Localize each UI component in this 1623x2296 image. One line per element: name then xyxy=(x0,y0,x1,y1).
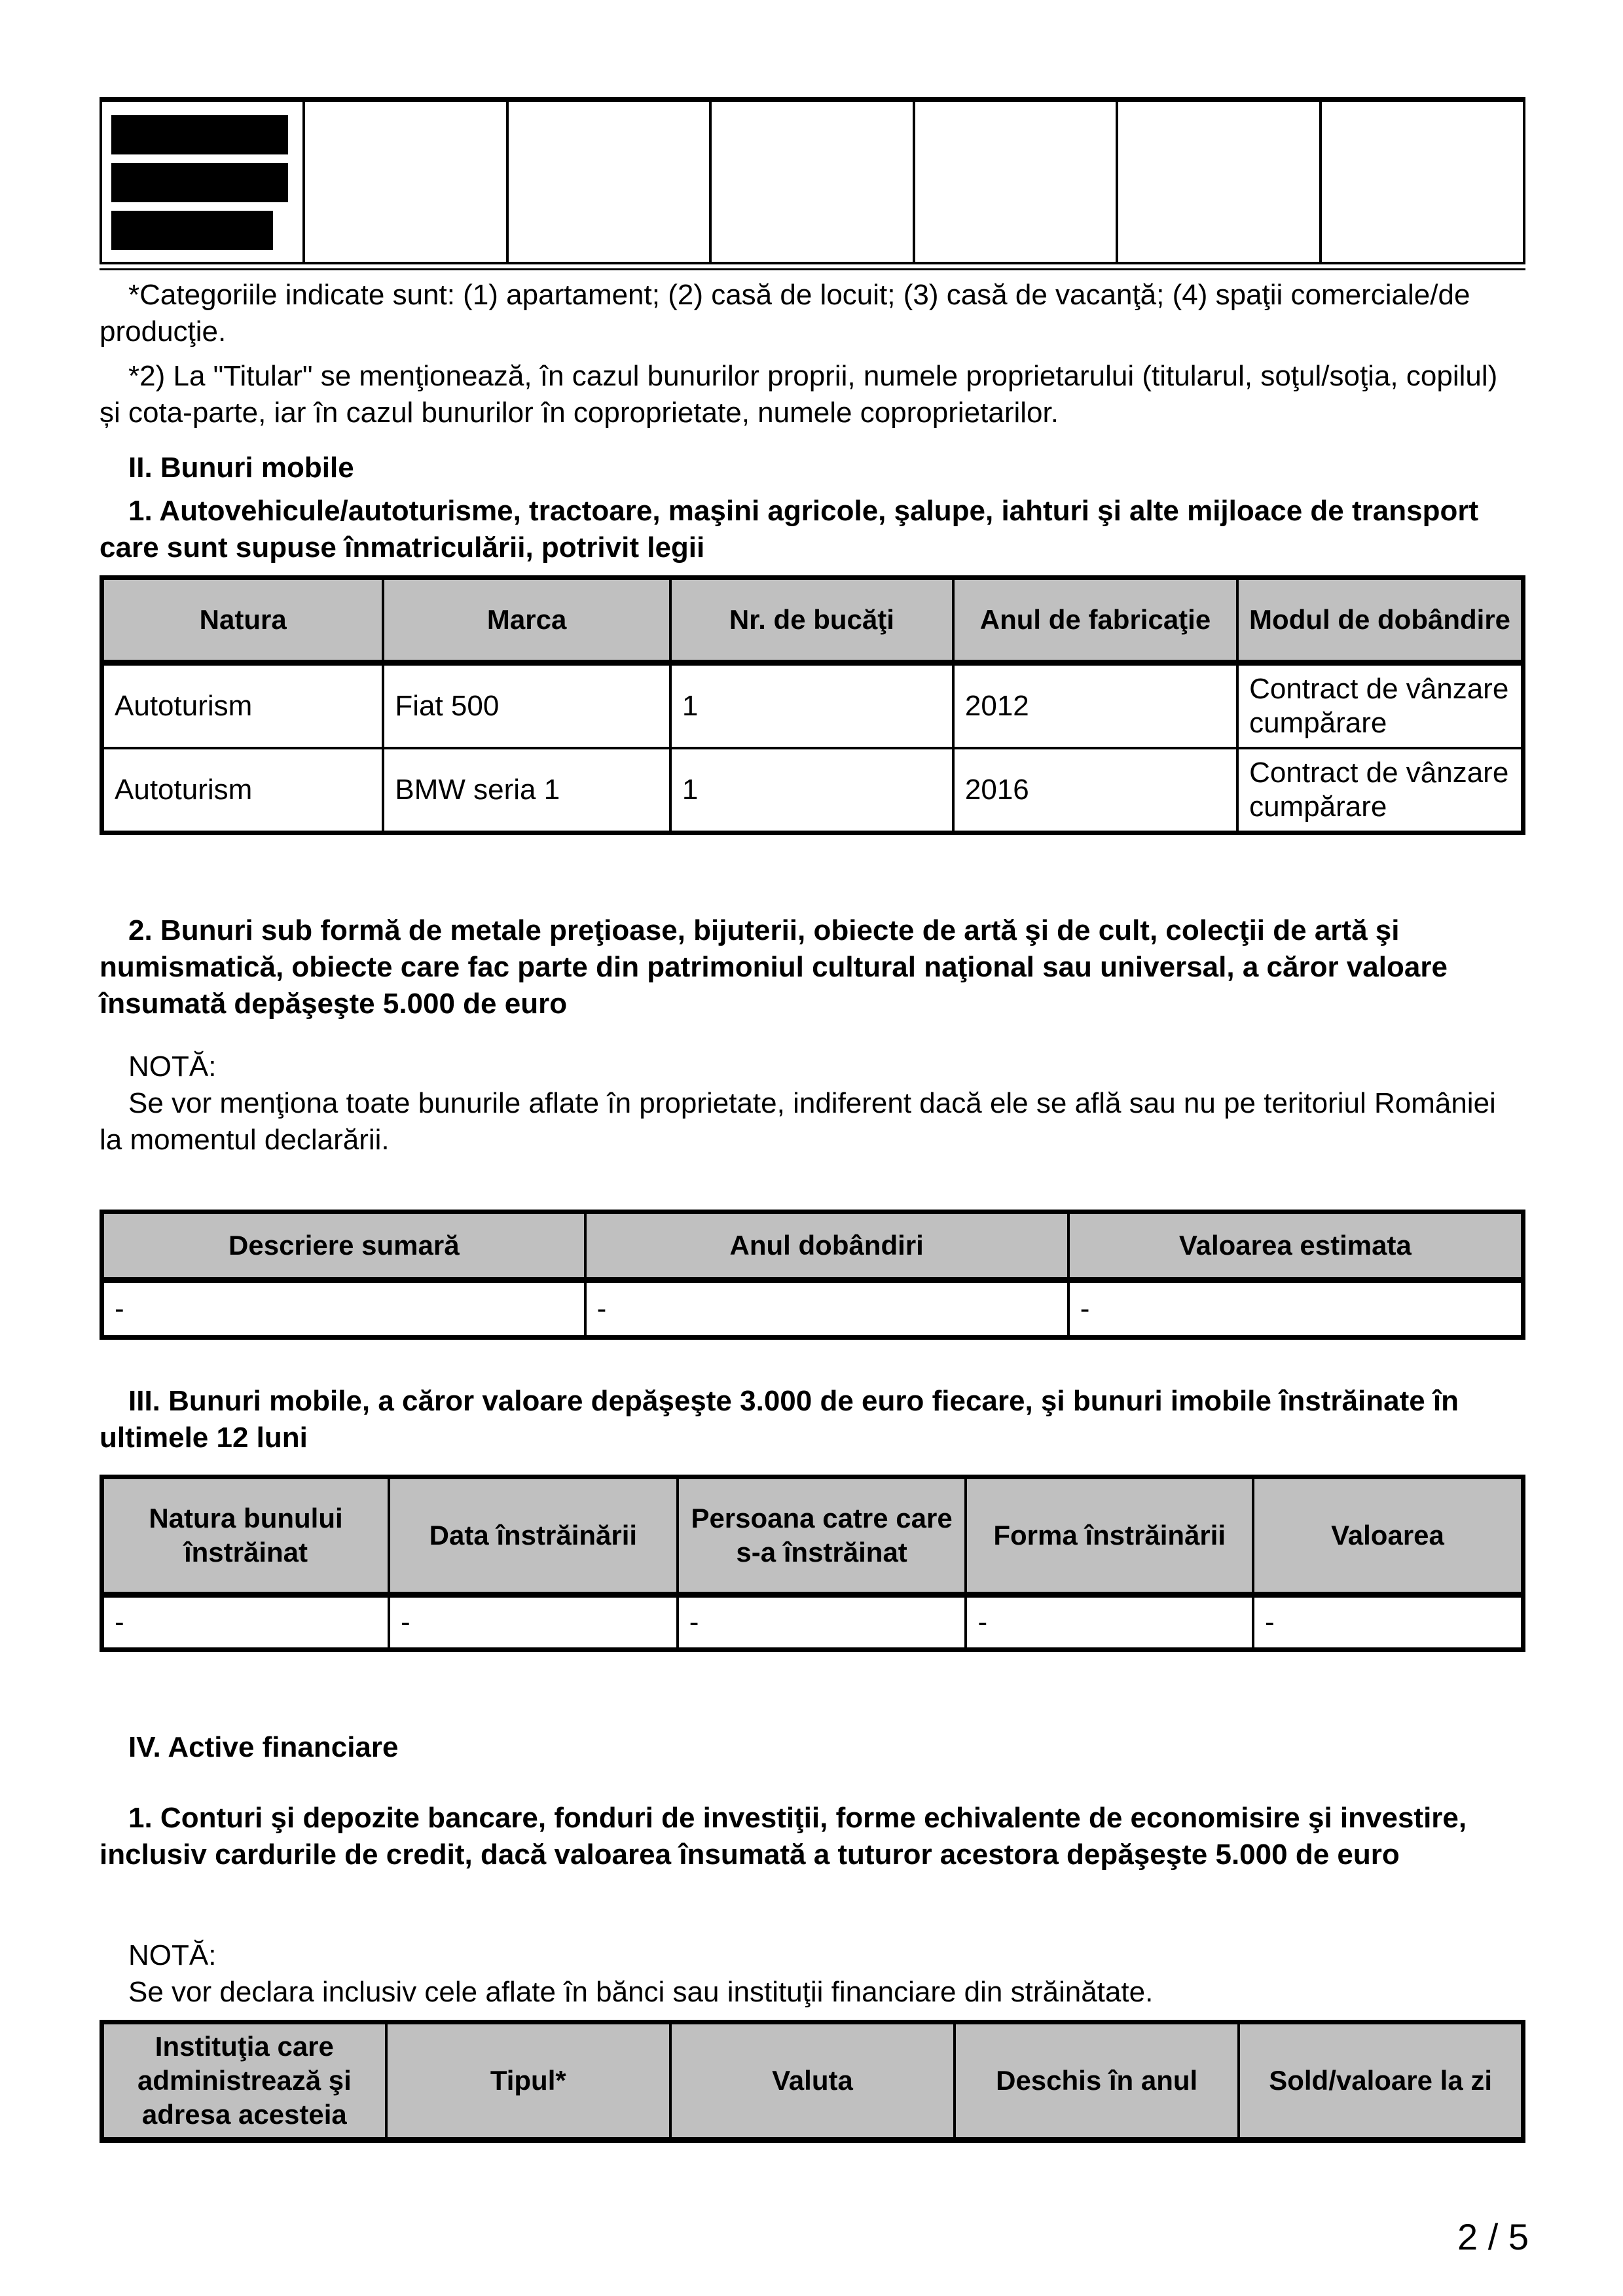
nota-text: Se vor menţiona toate bunurile aflate în proprietate, indiferent dacă ele se află sau nu pe teritoriul României la momentul declarării. xyxy=(100,1087,1496,1156)
table-header-row xyxy=(102,1477,1523,1595)
table-row xyxy=(102,1280,1523,1338)
redaction-bar xyxy=(111,115,288,154)
redaction-bar xyxy=(111,163,288,202)
section-iv-title: IV. Active financiare xyxy=(128,1731,399,1763)
table-row xyxy=(101,99,1524,263)
cell-marca: BMW seria 1 xyxy=(383,748,670,833)
section-iv-item1-title: 1. Conturi şi depozite bancare, fonduri de investiţii, forme echivalente de economisire şi investire, inclusiv cardurile de credit, dacă valoarea însumată a tuturor acestora depăşeşte 5.000 de euro xyxy=(100,1802,1467,1871)
column-header-natura: Natura xyxy=(102,578,384,663)
footnote-categories: *Categoriile indicate sunt: (1) apartament; (2) casă de locuit; (3) casă de vacanţă; (4) spaţii comerciale/de producţie. xyxy=(100,279,1470,348)
empty-cell xyxy=(1321,99,1524,263)
column-header-sold: Sold/valoare la zi xyxy=(1239,2022,1523,2140)
column-header-anul-dobandiri: Anul dobândiri xyxy=(585,1212,1068,1280)
cell-marca: Fiat 500 xyxy=(383,663,670,749)
table-header-row xyxy=(102,1212,1523,1280)
cell-nr-bucati: 1 xyxy=(670,748,953,833)
column-header-mod-dobandire: Modul de dobândire xyxy=(1237,578,1523,663)
cell-natura: Autoturism xyxy=(102,663,384,749)
cell-valoare-estimata: - xyxy=(1068,1280,1523,1338)
empty-cell xyxy=(914,99,1117,263)
cell-nr-bucati: 1 xyxy=(670,663,953,749)
column-header-an-fabricatie: Anul de fabricaţie xyxy=(953,578,1237,663)
column-header-deschis-in-anul: Deschis în anul xyxy=(955,2022,1239,2140)
empty-cell xyxy=(507,99,710,263)
nota-label: NOTĂ: xyxy=(128,1050,217,1083)
column-header-persoana: Persoana catre care s-a înstrăinat xyxy=(678,1477,966,1595)
column-header-valuta: Valuta xyxy=(670,2022,955,2140)
continued-property-table xyxy=(100,97,1525,264)
column-header-marca: Marca xyxy=(383,578,670,663)
section-ii-title: II. Bunuri mobile xyxy=(128,452,354,484)
column-header-valoarea: Valoarea xyxy=(1253,1477,1523,1595)
column-header-descriere: Descriere sumară xyxy=(102,1212,585,1280)
footnote-titular: *2) La "Titular" se menţionează, în cazul bunurilor proprii, numele proprietarului (titularul, soţul/soţia, copilul) și cota-parte, iar în cazul bunurilor în coproprietate, numele coproprietarilor. xyxy=(100,360,1498,429)
alienated-goods-table xyxy=(100,1475,1525,1652)
cell-persoana: - xyxy=(678,1595,966,1650)
empty-cell xyxy=(304,99,507,263)
column-header-forma: Forma înstrăinării xyxy=(966,1477,1253,1595)
column-header-tipul: Tipul* xyxy=(386,2022,670,2140)
table-row xyxy=(102,748,1523,833)
vehicles-table xyxy=(100,575,1525,835)
empty-cell xyxy=(710,99,913,263)
table-end-rule xyxy=(100,268,1525,270)
table-row xyxy=(102,1595,1523,1650)
nota-text: Se vor declara inclusiv cele aflate în bănci sau instituţii financiare din străinătate. xyxy=(128,1976,1154,2008)
cell-an-fabricatie: 2016 xyxy=(953,748,1237,833)
section-ii-item1-title: 1. Autovehicule/autoturisme, tractoare, maşini agricole, şalupe, iahturi şi alte mijloace de transport care sunt supuse înmatriculării, potrivit legii xyxy=(100,495,1479,564)
accounts-table xyxy=(100,2020,1525,2143)
section-ii-item2-title: 2. Bunuri sub formă de metale preţioase, bijuterii, obiecte de artă şi de cult, colecţii de artă şi numismatică, obiecte care fac parte din patrimoniul cultural naţional sau universal, a căror valoare însumată depăşeşte 5.000 de euro xyxy=(100,914,1448,1020)
cell-anul-dobandiri: - xyxy=(585,1280,1068,1338)
cell-mod-dobandire: Contract de vânzare cumpărare xyxy=(1237,748,1523,833)
table-header-row xyxy=(102,2022,1523,2140)
nota-label: NOTĂ: xyxy=(128,1939,217,1971)
section-iii-title: III. Bunuri mobile, a căror valoare depăşeşte 3.000 de euro fiecare, şi bunuri imobile înstrăinate în ultimele 12 luni xyxy=(100,1385,1459,1454)
column-header-valoare-estimata: Valoarea estimata xyxy=(1068,1212,1523,1280)
empty-cell xyxy=(1117,99,1320,263)
column-header-institutia: Instituţia care administrează şi adresa acesteia xyxy=(102,2022,386,2140)
column-header-natura-bunului: Natura bunului înstrăinat xyxy=(102,1477,390,1595)
page-number: 2 / 5 xyxy=(1457,2216,1529,2257)
cell-an-fabricatie: 2012 xyxy=(953,663,1237,749)
column-header-data-instrainarii: Data înstrăinării xyxy=(389,1477,678,1595)
cell-descriere: - xyxy=(102,1280,585,1338)
cell-forma: - xyxy=(966,1595,1253,1650)
cell-mod-dobandire: Contract de vânzare cumpărare xyxy=(1237,663,1523,749)
table-row xyxy=(102,663,1523,749)
cell-natura: Autoturism xyxy=(102,748,384,833)
valuables-table xyxy=(100,1210,1525,1340)
cell-data-instrainarii: - xyxy=(389,1595,678,1650)
redacted-cell xyxy=(101,99,304,263)
cell-valoarea: - xyxy=(1253,1595,1523,1650)
column-header-nr-bucati: Nr. de bucăţi xyxy=(670,578,953,663)
table-header-row xyxy=(102,578,1523,663)
cell-natura-bunului: - xyxy=(102,1595,390,1650)
redaction-bar xyxy=(111,211,273,250)
